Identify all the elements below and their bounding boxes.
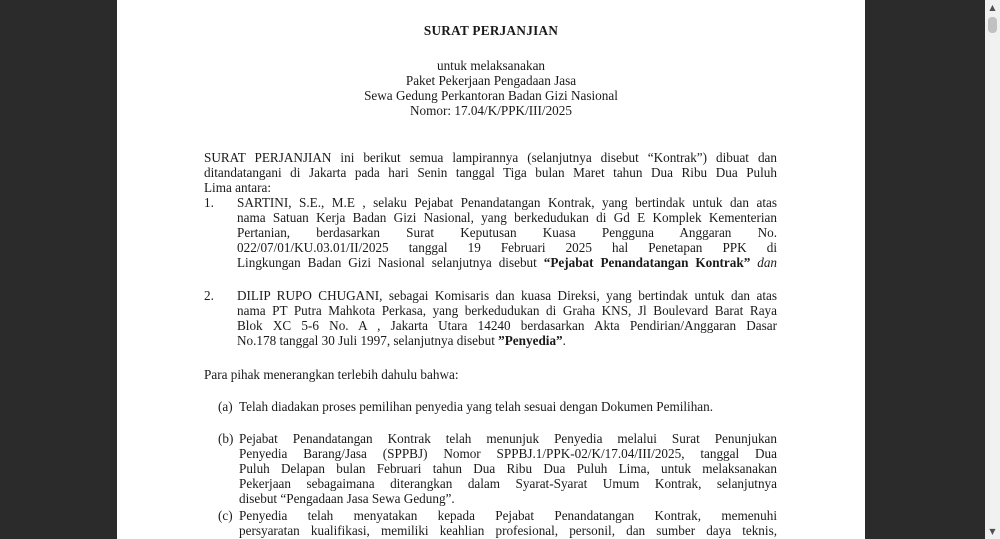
document-title: SURAT PERJANJIAN [423,23,559,38]
item-a-text: Telah diadakan proses pemilihan penyedia yang telah sesuai dengan Dokumen Pemilihan. [239,399,714,414]
party-1-line: 022/07/01/KU.03.01/II/2025 tanggal 19 Februari 2025 hal Penetapan PPK di [237,240,777,255]
intro-line-1-rest: ini berikut semua lampirannya (selanjutnya disebut “Kontrak”) dibuat dan [331,150,777,165]
item-b-line: Penyedia Barang/Jasa (SPPBJ) Nomor SPPBJ.1/PPK-02/K/17.04/III/2025, tanggal Dua [239,446,777,461]
item-b-label: (b) [218,431,234,446]
item-b-line: Pekerjaan sebagaimana diterangkan dalam Syarat-Syarat Umum Kontrak, selanjutnya [239,476,777,491]
party-2-text: No.178 tanggal 30 Juli 1997, selanjutnya disebut [237,333,499,348]
intro-line-3: Lima antara: [204,180,271,195]
item-b-line: Puluh Delapan bulan Februari tahun Dua Ribu Dua Puluh Lima, untuk melaksanakan [239,461,777,476]
item-c-line: persyaratan kualifikasi, memiliki keahlian profesional, personil, dan sumber daya teknis, [239,523,777,538]
party-1-conjunction: dan [750,255,778,270]
scrollbar-thumb[interactable] [988,17,997,33]
scroll-down-arrow-icon[interactable]: ▼ [989,527,996,536]
subtitle-line: Paket Pekerjaan Pengadaan Jasa [405,73,577,88]
party-2-number: 2. [204,288,214,303]
subtitle-line: Nomor: 17.04/K/PPK/III/2025 [410,103,572,118]
item-c-line: Penyedia telah menyatakan kepada Pejabat Penandatangan Kontrak, memenuhi [239,508,777,523]
party-1-line: nama Satuan Kerja Badan Gizi Nasional, yang berkedudukan di Gd E Komplek Kementerian [237,210,777,225]
party-2-line: Blok XC 5-6 No. A , Jakarta Utara 14240 berdasarkan Akta Pendirian/Anggaran Dasar [237,318,777,333]
party-1-number: 1. [204,195,214,210]
intro-line-1 [204,150,777,165]
document-page [117,0,865,539]
item-b-line: disebut “Pengadaan Jasa Sewa Gedung”. [239,491,455,506]
item-a-label: (a) [218,399,233,414]
subtitle-line: Sewa Gedung Perkantoran Badan Gizi Nasional [364,88,618,103]
party-2-line: DILIP RUPO CHUGANI, sebagai Komisaris dan kuasa Direksi, yang bertindak untuk dan atas [237,288,777,303]
item-b-line: Pejabat Penandatangan Kontrak telah menunjuk Penyedia melalui Surat Penunjukan [239,431,777,446]
vertical-scrollbar[interactable] [985,0,1000,539]
party-1-text: Lingkungan Badan Gizi Nasional selanjutnya disebut [237,255,544,270]
parties-statement: Para pihak menerangkan terlebih dahulu bahwa: [204,367,459,382]
party-1-line: Pertanian, berdasarkan Surat Keputusan Kuasa Pengguna Anggaran No. [237,225,777,240]
intro-lead: SURAT PERJANJIAN [204,150,332,165]
party-2-end: . [562,333,566,348]
party-1-line-5 [237,255,777,270]
party-1-role: “Pejabat Penandatangan Kontrak” [543,255,751,270]
scroll-up-arrow-icon[interactable]: ▲ [989,3,996,12]
item-c-label: (c) [218,508,233,523]
party-2-line-4 [237,333,566,348]
intro-line-2: ditandatangani di Jakarta pada hari Senin tanggal Tiga bulan Maret tahun Dua Ribu Dua Puluh [204,165,777,180]
party-2-line: nama PT Putra Mahkota Perkasa, yang berkedudukan di Graha KNS, Jl Boulevard Barat Raya [237,303,777,318]
party-1-line: SARTINI, S.E., M.E , selaku Pejabat Penandatangan Kontrak, yang bertindak untuk dan atas [237,195,777,210]
party-2-role: ”Penyedia” [498,333,563,348]
subtitle-line: untuk melaksanakan [436,58,546,73]
